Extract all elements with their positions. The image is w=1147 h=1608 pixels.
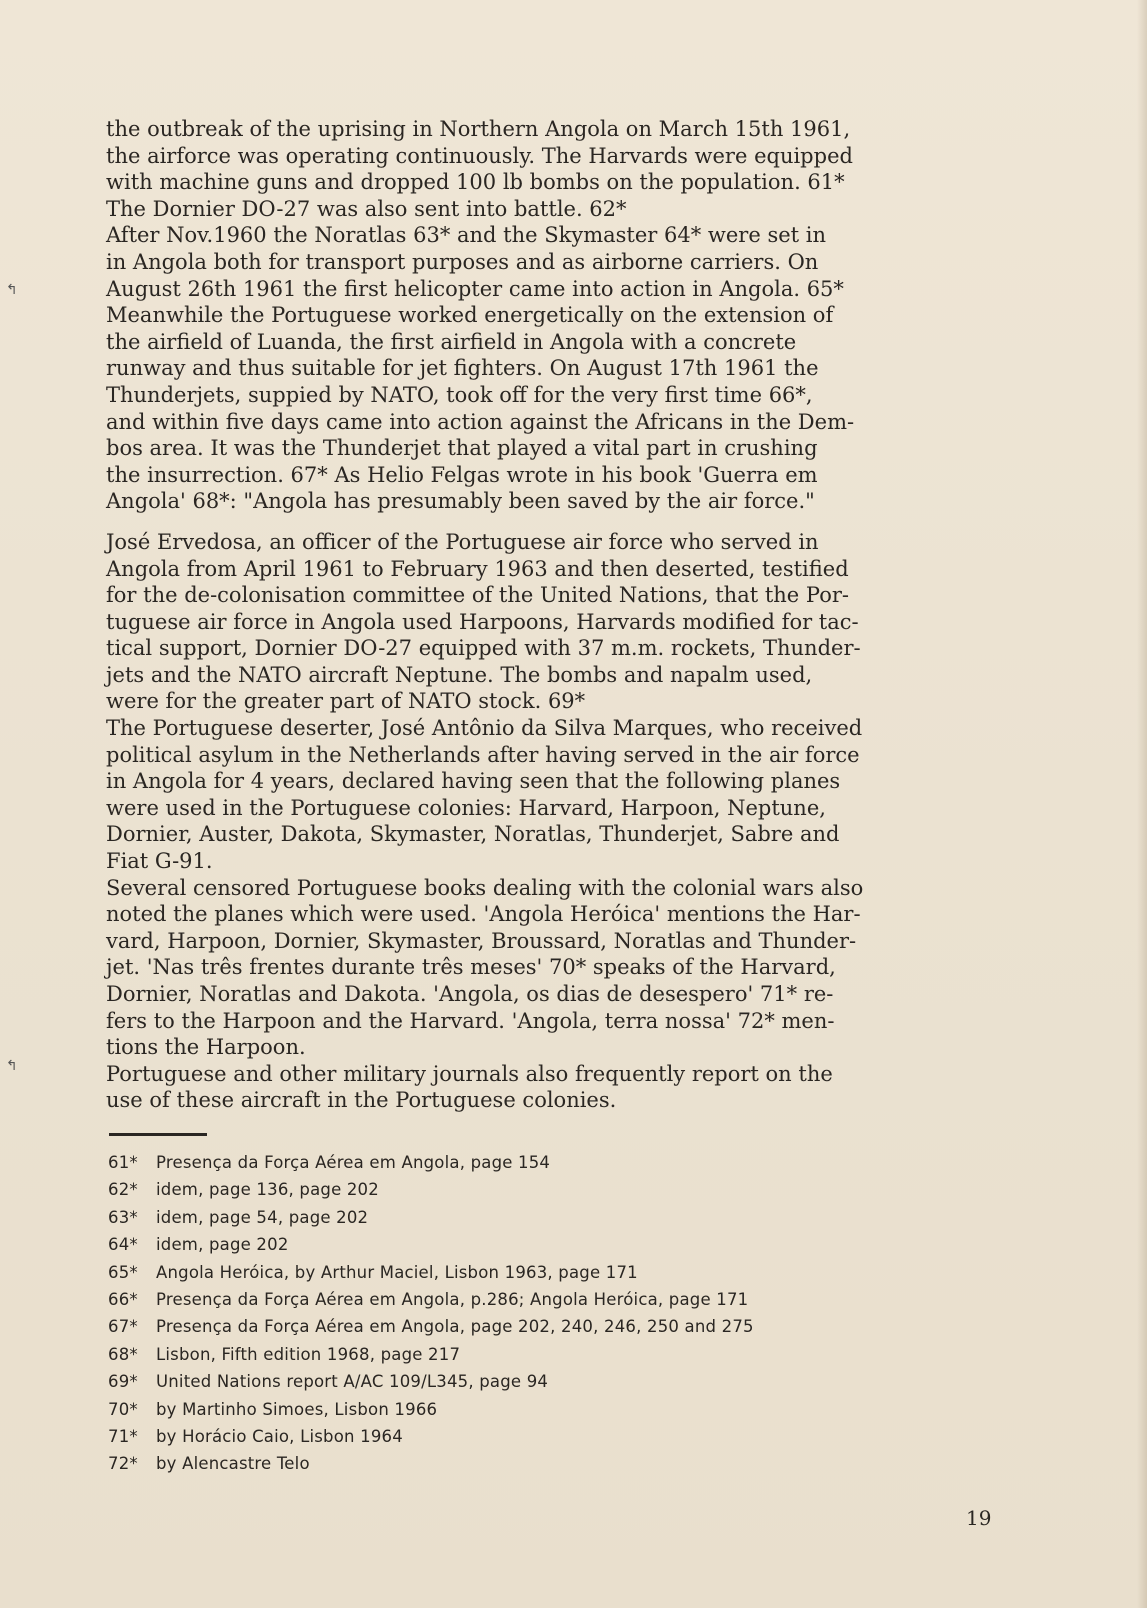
footnote [108, 1204, 1008, 1231]
paragraph-2 [106, 529, 1006, 1114]
text-line: for the de-colonisation committee of the United Nations, that the Por- [106, 583, 849, 608]
text-line: Several censored Portuguese books dealing with the colonial wars also [106, 875, 864, 900]
footnote [108, 1313, 1008, 1340]
footnote-number: 72* [108, 1454, 138, 1474]
text-line: Thunderjets, suppied by NATO, took off for the very first time 66*, [106, 382, 813, 407]
text-line: use of these aircraft in the Portuguese colonies. [106, 1088, 617, 1113]
footnote-text: Presença da Força Aérea em Angola, page 154 [156, 1153, 551, 1172]
footnote-text: Presença da Força Aérea em Angola, page 202, 240, 246, 250 and 275 [156, 1317, 754, 1337]
footnote-number: 67* [108, 1317, 138, 1337]
footnote-number: 65* [108, 1262, 138, 1282]
footnote [108, 1450, 1008, 1477]
text-line: Dornier, Auster, Dakota, Skymaster, Noratlas, Thunderjet, Sabre and [106, 822, 840, 847]
footnote-number: 69* [108, 1372, 138, 1392]
footnote-number: 64* [108, 1235, 138, 1255]
footnote-text: Angola Heróica, by Arthur Maciel, Lisbon 1963, page 171 [156, 1262, 638, 1282]
text-line: bos area. It was the Thunderjet that played a vital part in crushing [106, 436, 818, 461]
text-line: the outbreak of the uprising in Northern Angola on March 15th 1961, [106, 117, 851, 141]
text-line: The Portuguese deserter, José Antônio da Silva Marques, who received [106, 716, 863, 741]
text-line: runway and thus suitable for jet fighters. On August 17th 1961 the [106, 356, 819, 381]
page-edge-shadow [1137, 0, 1147, 1608]
footnote [108, 1368, 1008, 1395]
footnote [108, 1231, 1008, 1258]
text-line: the airfield of Luanda, the first airfield in Angola with a concrete [106, 329, 797, 354]
text-line: with machine guns and dropped 100 lb bombs on the population. 61* [106, 170, 845, 195]
text-line: were used in the Portuguese colonies: Harvard, Harpoon, Neptune, [106, 795, 826, 820]
footnote-text: by Alencastre Telo [156, 1454, 310, 1474]
footnote-text: idem, page 136, page 202 [156, 1180, 379, 1200]
text-line: fers to the Harpoon and the Harvard. 'Angola, terra nossa' 72* men- [106, 1008, 835, 1033]
footnote [108, 1396, 1008, 1423]
text-line: were for the greater part of NATO stock. 69* [106, 689, 586, 714]
footnote [108, 1423, 1008, 1450]
text-line: After Nov.1960 the Noratlas 63* and the Skymaster 64* were set in [106, 223, 826, 248]
footnote-text: idem, page 54, page 202 [156, 1207, 369, 1227]
text-line: tical support, Dornier DO-27 equipped with 37 m.m. rockets, Thunder- [106, 636, 861, 661]
text-line: August 26th 1961 the first helicopter came into action in Angola. 65* [106, 276, 844, 301]
text-line: Angola' 68*: "Angola has presumably been saved by the air force." [106, 489, 815, 514]
text-line: tions the Harpoon. [106, 1035, 306, 1060]
footnote-text: by Horácio Caio, Lisbon 1964 [156, 1427, 403, 1447]
text-line: The Dornier DO-27 was also sent into battle. 62* [106, 196, 627, 221]
footnote-divider [109, 1133, 207, 1136]
paragraph-1 [106, 116, 1006, 515]
footnote [108, 1176, 1008, 1203]
text-line: Meanwhile the Portuguese worked energetically on the extension of [106, 303, 834, 328]
text-line: and within five days came into action against the Africans in the Dem- [106, 409, 855, 434]
text-line: in Angola both for transport purposes and as airborne carriers. On [106, 249, 819, 274]
text-line: the insurrection. 67* As Helio Felgas wrote in his book 'Guerra em [106, 462, 818, 487]
footnote-number: 68* [108, 1344, 138, 1364]
footnotes [108, 1149, 1008, 1478]
footnote-text: idem, page 202 [156, 1235, 289, 1255]
footnote [108, 1149, 1008, 1176]
footnote [108, 1259, 1008, 1286]
footnote-text: Lisbon, Fifth edition 1968, page 217 [156, 1344, 461, 1364]
footnote-number: 66* [108, 1290, 138, 1310]
text-line: jet. 'Nas três frentes durante três meses' 70* speaks of the Harvard, [106, 955, 836, 980]
text-line: Dornier, Noratlas and Dakota. 'Angola, os dias de desespero' 71* re- [106, 982, 834, 1006]
footnote-text: Presença da Força Aérea em Angola, p.286; Angola Heróica, page 171 [156, 1290, 749, 1310]
text-line: tuguese air force in Angola used Harpoons, Harvards modified for tac- [106, 609, 859, 634]
text-line: noted the planes which were used. 'Angola Heróica' mentions the Har- [106, 902, 861, 927]
text-line: José Ervedosa, an officer of the Portuguese air force who served in [106, 529, 819, 554]
footnote-number: 63* [108, 1207, 138, 1227]
text-line: in Angola for 4 years, declared having seen that the following planes [106, 769, 841, 794]
text-line: political asylum in the Netherlands after having served in the air force [106, 742, 860, 767]
footnote-text: by Martinho Simoes, Lisbon 1966 [156, 1399, 438, 1419]
text-line: vard, Harpoon, Dornier, Skymaster, Broussard, Noratlas and Thunder- [106, 928, 857, 953]
footnote-number: 71* [108, 1427, 138, 1447]
punch-mark-icon: ↰ [6, 1058, 18, 1074]
text-line: jets and the NATO aircraft Neptune. The bombs and napalm used, [106, 662, 813, 687]
footnote-text: United Nations report A/AC 109/L345, page 94 [156, 1372, 549, 1392]
footnote-number: 70* [108, 1399, 138, 1419]
text-line: Angola from April 1961 to February 1963 and then deserted, testified [106, 556, 849, 581]
footnote [108, 1341, 1008, 1368]
punch-mark-icon: ↰ [6, 282, 18, 298]
footnote [108, 1286, 1008, 1313]
footnote-number: 61* [108, 1153, 138, 1172]
text-line: Portuguese and other military journals also frequently report on the [106, 1061, 833, 1086]
page-number: 19 [966, 1506, 992, 1530]
text-line: Fiat G-91. [106, 849, 213, 874]
main-text [106, 116, 1006, 1114]
footnote-number: 62* [108, 1180, 138, 1200]
text-line: the airforce was operating continuously. The Harvards were equipped [106, 143, 853, 168]
